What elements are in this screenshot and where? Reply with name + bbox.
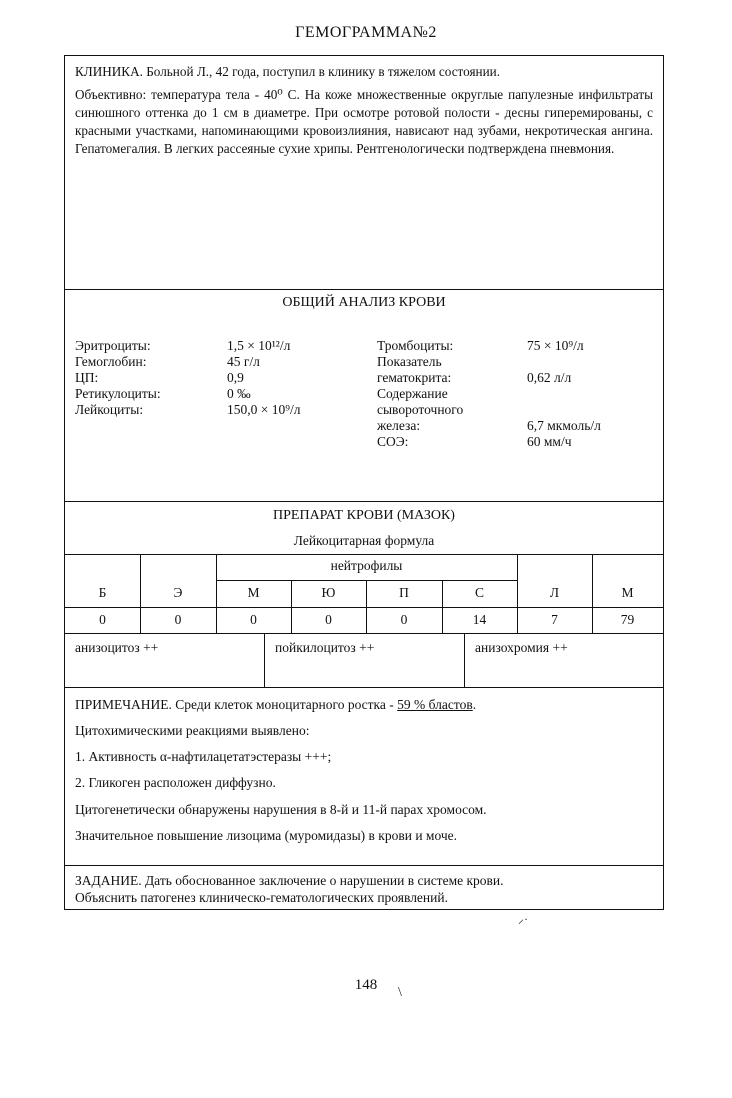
table-cell: 0 xyxy=(174,612,182,627)
page-number: 148 xyxy=(354,977,378,993)
column-header-basophils: Б xyxy=(98,585,107,600)
blood-value: 6,7 мкмоль/л xyxy=(527,418,601,433)
column-header-juvenile: Ю xyxy=(321,585,336,600)
note-section xyxy=(65,688,663,866)
column-header-eosinophils: Э xyxy=(173,585,183,600)
table-cell: 0 xyxy=(99,612,106,627)
blood-label: железа: xyxy=(377,418,421,433)
blood-test-section xyxy=(65,290,663,502)
column-header-monocytes: М xyxy=(621,585,634,600)
blood-value: 0,62 л/л xyxy=(527,370,572,385)
blood-label: Лейкоциты: xyxy=(75,402,144,417)
table-cell: 7 xyxy=(551,612,558,627)
blood-value xyxy=(527,386,601,402)
blood-label: гематокрита: xyxy=(377,370,452,385)
task-section xyxy=(65,866,663,910)
column-header-lymphocytes: Л xyxy=(549,585,560,600)
task-line: ЗАДАНИЕ. Дать обоснованное заключение о нарушении в системе крови. xyxy=(75,873,504,888)
blood-test-heading: ОБЩИЙ АНАЛИЗ КРОВИ xyxy=(282,295,446,310)
leukocyte-formula-heading: Лейкоцитарная формула xyxy=(293,533,435,548)
column-header-myelocytes: М xyxy=(247,585,260,600)
blood-value: 150,0 × 10⁹/л xyxy=(227,402,301,417)
blood-value: 45 г/л xyxy=(227,354,260,369)
blood-value xyxy=(527,402,601,418)
erythrocyte-morphology-row xyxy=(65,634,663,688)
table-cell: 79 xyxy=(620,612,635,627)
blasts-highlight: 59 % бластов xyxy=(397,697,473,712)
leukocyte-formula-table xyxy=(65,554,663,634)
blood-label: Гемоглобин: xyxy=(75,354,147,369)
blood-test-left-values xyxy=(227,338,300,418)
clinic-objective: Объективно: температура тела - 40⁰ С. На коже множественные округлые папулезные инфильтраты синюшного оттенка до 1 см в диаметре. При осмотре ротовой полости - десны гиперемированы, с красными участками, напоминающими кровоизлияния, нависают над зубами, некротическая ангина. Гепатомегалия. В легких рассеяные сухие хрипы. Рентгенологически подтверждена пневмония. xyxy=(75,87,653,156)
note-line: Цитогенетически обнаружены нарушения в 8-й и 11-й парах хромосом. xyxy=(75,802,487,817)
poikilocytosis: пойкилоцитоз ++ xyxy=(275,640,375,655)
blood-value: 1,5 × 10¹²/л xyxy=(227,338,291,353)
table-cell: 14 xyxy=(472,612,487,627)
scan-mark: ⸝· xyxy=(518,912,528,926)
blood-test-right-labels xyxy=(377,338,463,450)
note-text: ПРИМЕЧАНИЕ. Среди клеток моноцитарного ростка - xyxy=(75,697,398,712)
table-cell: 0 xyxy=(400,612,408,627)
blood-value xyxy=(527,354,601,370)
smear-section xyxy=(65,502,663,688)
column-header-segmented: С xyxy=(474,585,484,600)
blood-test-left-labels xyxy=(75,338,161,418)
anisocytosis: анизоцитоз ++ xyxy=(75,640,159,655)
blood-label: Тромбоциты: xyxy=(377,338,454,353)
scan-mark: \ xyxy=(398,985,402,1000)
blood-value: 75 × 10⁹/л xyxy=(527,338,584,353)
column-header-band: П xyxy=(399,585,409,600)
blood-label: ЦП: xyxy=(75,370,99,385)
hemogram-frame xyxy=(64,55,664,910)
neutrophils-header: нейтрофилы xyxy=(330,558,403,573)
note-line: 2. Гликоген расположен диффузно. xyxy=(75,775,276,790)
note-line: Цитохимическими реакциями выявлено: xyxy=(75,723,310,738)
blood-label: Содержание xyxy=(377,386,448,401)
table-cell: 0 xyxy=(325,612,332,627)
blood-value: 60 мм/ч xyxy=(527,434,572,449)
note-text: . xyxy=(472,697,477,712)
note-line: 1. Активность α-нафтилацетатэстеразы +++; xyxy=(75,749,332,764)
blood-label: Ретикулоциты: xyxy=(75,386,161,401)
page-title: ГЕМОГРАММА№2 xyxy=(295,24,437,41)
note-line: Значительное повышение лизоцима (муромидазы) в крови и моче. xyxy=(75,828,458,843)
blood-value: 0,9 xyxy=(227,370,244,385)
task-line: Объяснить патогенез клиническо-гематологических проявлений. xyxy=(75,890,448,905)
blood-test-right-values xyxy=(527,338,601,450)
blood-label: сывороточного xyxy=(377,402,464,417)
smear-heading: ПРЕПАРАТ КРОВИ (МАЗОК) xyxy=(273,508,455,523)
blood-value: 0 ‰ xyxy=(227,386,251,401)
table-cell: 0 xyxy=(250,612,257,627)
blood-label: Показатель xyxy=(377,354,442,369)
clinic-section xyxy=(65,56,663,290)
blood-label: СОЭ: xyxy=(377,434,409,449)
note-line-blasts xyxy=(75,697,476,713)
clinic-heading: КЛИНИКА. Больной Л., 42 года, поступил в клинику в тяжелом состоянии. xyxy=(75,64,501,79)
blood-label: Эритроциты: xyxy=(75,338,151,353)
anisochromia: анизохромия ++ xyxy=(475,640,568,655)
